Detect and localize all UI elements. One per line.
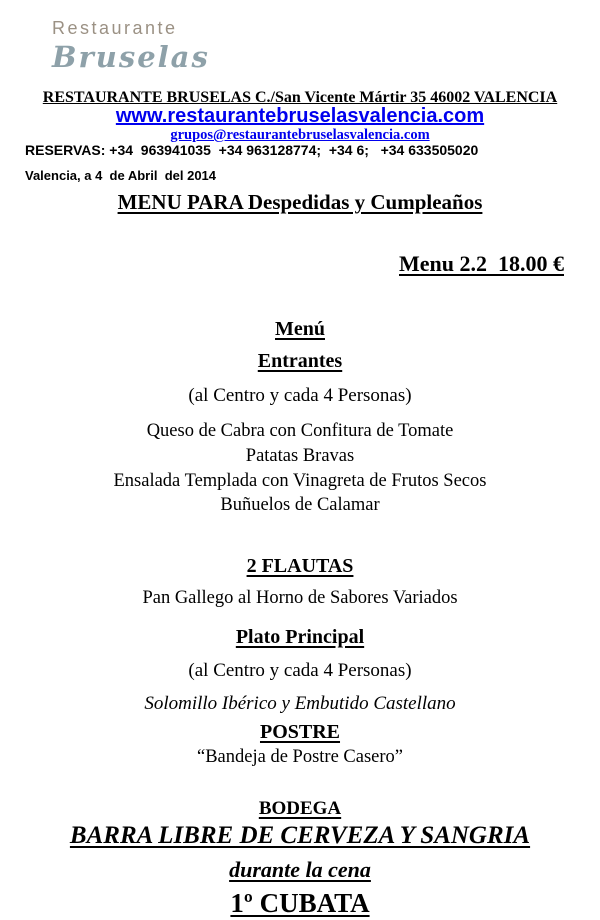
email-link[interactable]: grupos@restaurantebruselasvalencia.com (170, 127, 430, 143)
logo-bruselas-text: Bruselas (52, 40, 210, 74)
dish-item: Ensalada Templada con Vinagreta de Frutos Secos (113, 470, 487, 491)
flautas-heading: 2 FLAUTAS (246, 555, 354, 578)
plato-principal-item: Solomillo Ibérico y Embutido Castellano (144, 692, 456, 714)
flautas-item: Pan Gallego al Horno de Sabores Variados (142, 588, 458, 609)
entrantes-list (0, 419, 600, 518)
website-link[interactable]: www.restaurantebruselasvalencia.com (115, 105, 485, 127)
entrantes-note: (al Centro y cada 4 Personas) (188, 385, 412, 406)
bodega-line-barra-libre: BARRA LIBRE DE CERVEZA Y SANGRIA (69, 821, 531, 849)
date-line: Valencia, a 4 de Abril del 2014 (25, 168, 217, 183)
restaurant-logo (0, 0, 600, 75)
reservas-line: RESERVAS: +34 963941035 +34 963128774; +34 6; +34 633505020 (25, 142, 479, 158)
postre-item: “Bandeja de Postre Casero” (197, 746, 403, 767)
dish-item: Patatas Bravas (245, 445, 355, 466)
dish-item: Buñuelos de Calamar (220, 495, 380, 516)
menu-title: MENU PARA Despedidas y Cumpleaños (117, 190, 483, 214)
plato-principal-heading: Plato Principal (235, 625, 365, 648)
menu-price-line: Menu 2.2 18.00 € (399, 251, 564, 276)
bodega-line-primer-cubata: 1º CUBATA (230, 887, 370, 918)
address-line: RESTAURANTE BRUSELAS C./San Vicente Mártir 35 46002 VALENCIA (42, 89, 558, 106)
bodega-heading: BODEGA (258, 797, 342, 819)
entrantes-heading: Entrantes (257, 350, 343, 372)
menu-subtitle: Menú (275, 318, 325, 340)
postre-heading: POSTRE (259, 720, 341, 743)
bodega-line-durante-la-cena: durante la cena (229, 856, 371, 882)
website-line (0, 105, 600, 127)
plato-principal-note: (al Centro y cada 4 Personas) (188, 659, 412, 681)
logo-restaurante-text: Restaurante (52, 18, 178, 38)
dish-item: Queso de Cabra con Confitura de Tomate (146, 421, 454, 441)
